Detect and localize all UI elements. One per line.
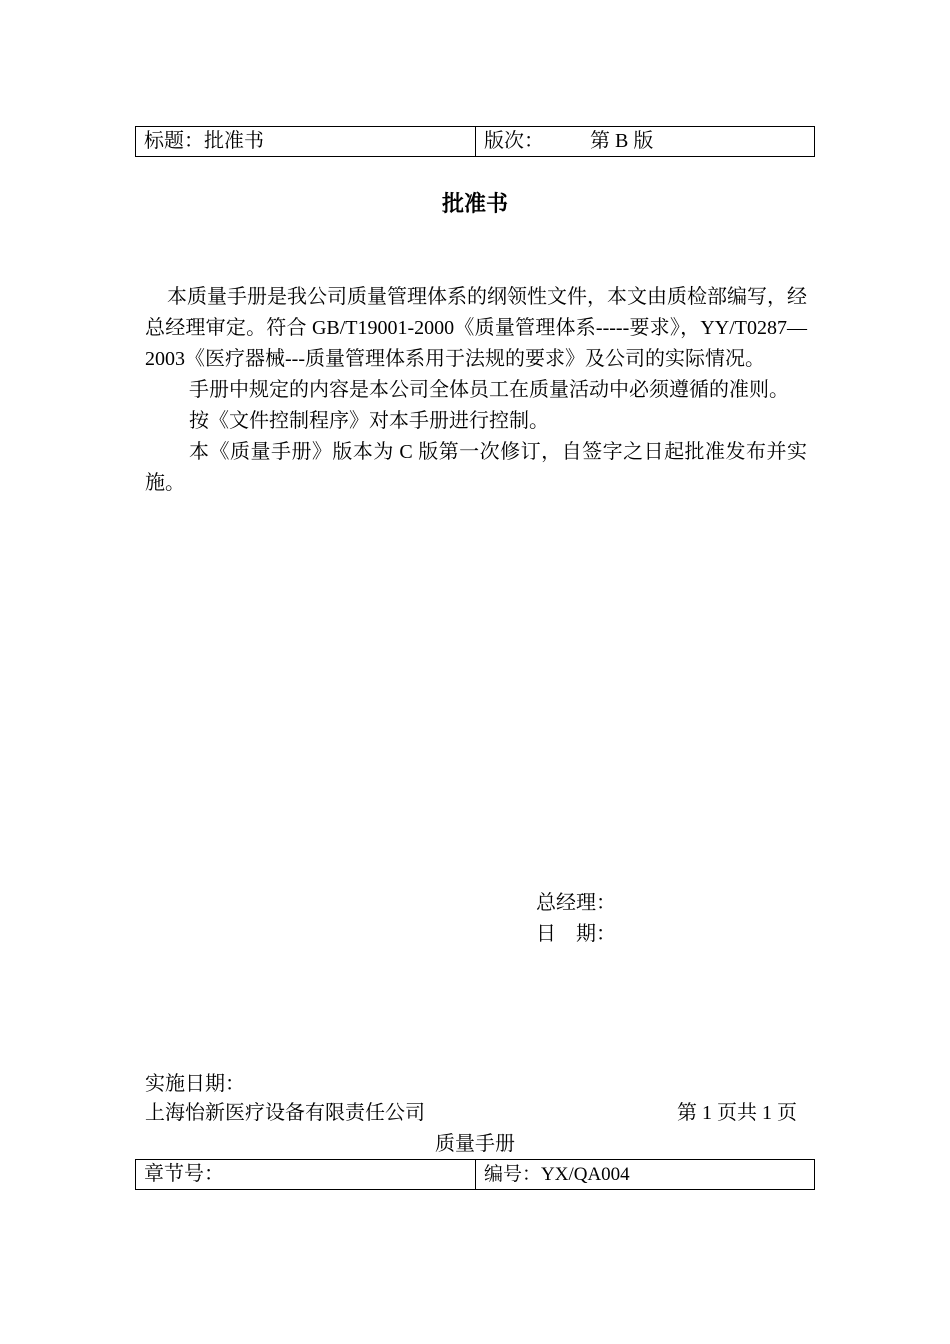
signature-block (536, 888, 616, 950)
footer-table (135, 1159, 815, 1190)
paragraph-3: 按《文件控制程序》对本手册进行控制。 (189, 410, 549, 432)
manager-signature-label: 总经理： (536, 892, 616, 914)
chapter-label: 章节号： (144, 1163, 224, 1185)
header-version-label: 版次： (484, 130, 544, 152)
chapter-cell (136, 1160, 476, 1190)
signature-date-label: 日 期： (536, 923, 616, 945)
paragraph-2: 手册中规定的内容是本公司全体员工在质量活动中必须遵循的准则。 (189, 379, 789, 401)
document-body (145, 282, 807, 499)
header-table (135, 126, 815, 157)
doc-number-cell (476, 1160, 815, 1190)
page-info: 第 1 页共 1 页 (677, 1102, 797, 1124)
header-title-cell (136, 127, 476, 157)
company-name: 上海怡新医疗设备有限责任公司 (145, 1102, 425, 1124)
document-title: 批准书 (441, 192, 508, 217)
doc-number-label: 编号：YX/QA004 (484, 1164, 630, 1185)
footer-company-row (145, 1098, 797, 1128)
header-title-label: 标题：批准书 (144, 130, 264, 152)
implementation-date-label: 实施日期： (145, 1073, 245, 1095)
paragraph-4: 本《质量手册》版本为 C 版第一次修订，自签字之日起批准发布并实施。 (145, 441, 807, 494)
header-version-cell (476, 127, 815, 157)
manual-name: 质量手册 (435, 1133, 515, 1155)
header-version-value: 第 B 版 (590, 130, 654, 152)
paragraph-1: 本质量手册是我公司质量管理体系的纲领性文件，本文由质检部编写，经总经理审定。符合 GB/T19001-2000《质量管理体系-----要求》，YY/T0287—2003《医疗器械---质量管理体系用于法规的要求》及公司的实际情况。 (145, 286, 807, 370)
